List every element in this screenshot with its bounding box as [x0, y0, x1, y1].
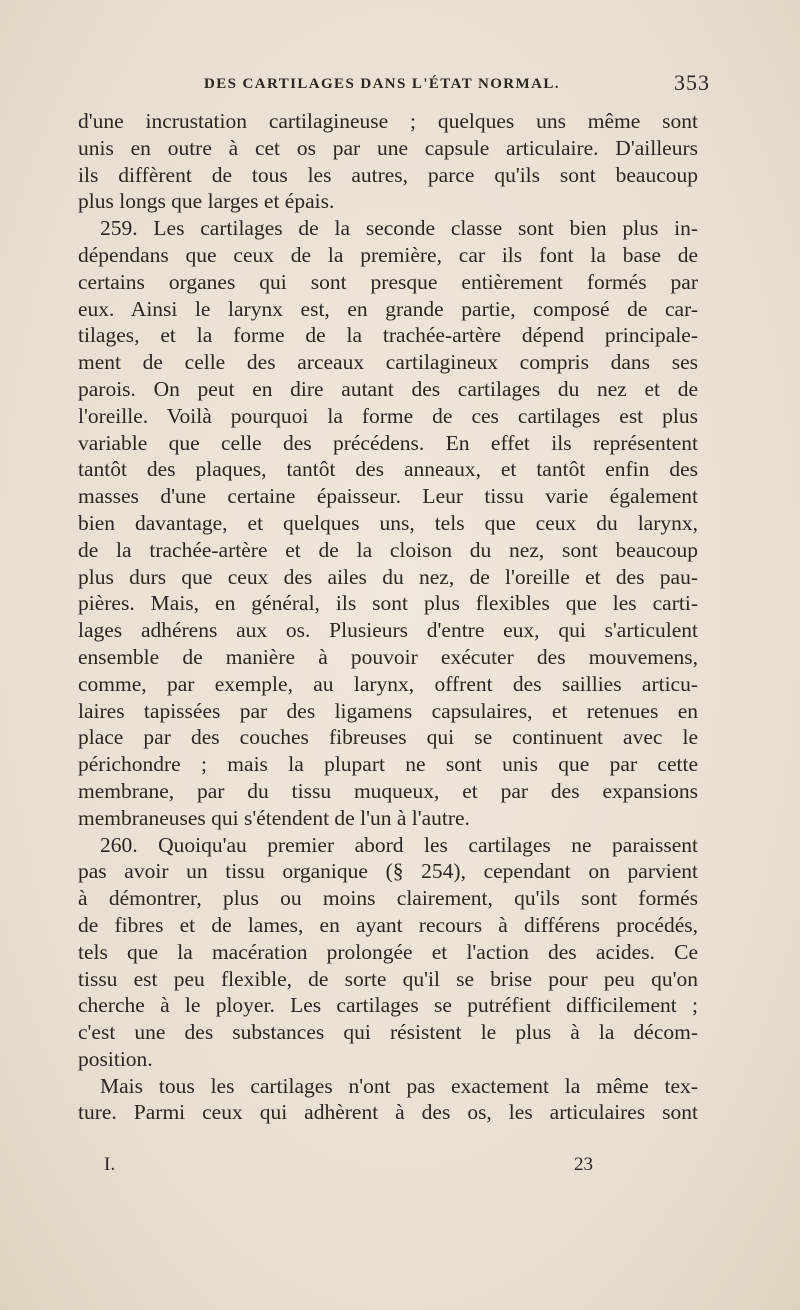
text-line: lages adhérens aux os. Plusieurs d'entre eux, qui s'articulent	[78, 618, 698, 643]
text-line: variable que celle des précédens. En effet ils représentent	[78, 430, 698, 455]
text-line: périchondre ; mais la plupart ne sont unis que par cette	[78, 752, 698, 777]
text-line: unis en outre à cet os par une capsule articulaire. D'ailleurs	[78, 135, 698, 160]
text-line: plus durs que ceux des ailes du nez, de l'oreille et des pau-	[78, 564, 698, 589]
text-line: ture. Parmi ceux qui adhèrent à des os, les articulaires sont	[78, 1100, 698, 1125]
text-line: parois. On peut en dire autant des cartilages du nez et de	[78, 376, 698, 401]
text-line: ment de celle des arceaux cartilagineux compris dans ses	[78, 350, 698, 375]
text-line: eux. Ainsi le larynx est, en grande partie, composé de car-	[78, 296, 698, 321]
text-line: laires tapissées par des ligamens capsulaires, et retenues en	[78, 698, 698, 723]
signature-mark: I.	[104, 1154, 116, 1175]
page-header	[78, 70, 710, 104]
text-line: à démontrer, plus ou moins clairement, qu'ils sont formés	[78, 886, 698, 911]
signature-number: 23	[574, 1154, 593, 1175]
page-number: 353	[674, 70, 710, 95]
text-line: tissu est peu flexible, de sorte qu'il se brise pour peu qu'on	[78, 966, 698, 991]
running-head: DES CARTILAGES DANS L'ÉTAT NORMAL.	[204, 76, 560, 92]
text-line: certains organes qui sont presque entièrement formés par	[78, 269, 698, 294]
text-line: position.	[78, 1046, 153, 1071]
text-line: comme, par exemple, au larynx, offrent des saillies articu-	[78, 671, 698, 696]
text-line: tantôt des plaques, tantôt des anneaux, et tantôt enfin des	[78, 457, 698, 482]
text-line: membraneuses qui s'étendent de l'un à l'autre.	[78, 805, 470, 830]
text-line: ensemble de manière à pouvoir exécuter des mouvemens,	[78, 644, 698, 669]
text-line: bien davantage, et quelques uns, tels que ceux du larynx,	[78, 510, 698, 535]
text-line: tilages, et la forme de la trachée-artère dépend principale-	[78, 323, 698, 348]
text-line: membrane, par du tissu muqueux, et par des expansions	[78, 778, 698, 803]
text-line: c'est une des substances qui résistent le plus à la décom-	[78, 1020, 698, 1045]
text-line: de la trachée-artère et de la cloison du nez, sont beaucoup	[78, 537, 698, 562]
text-line: cherche à le ployer. Les cartilages se putréfient difficilement ;	[78, 993, 698, 1018]
text-line: tels que la macération prolongée et l'action des acides. Ce	[78, 939, 698, 964]
text-line: Mais tous les cartilages n'ont pas exactement la même tex-	[100, 1073, 698, 1098]
text-line: plus longs que larges et épais.	[78, 189, 335, 214]
text-line: place par des couches fibreuses qui se continuent avec le	[78, 725, 698, 750]
text-line: pières. Mais, en général, ils sont plus flexibles que les carti-	[78, 591, 698, 616]
text-line: d'une incrustation cartilagineuse ; quelques uns même sont	[78, 109, 698, 133]
text-line: ils diffèrent de tous les autres, parce qu'ils sont beaucoup	[78, 162, 698, 187]
body-text	[78, 108, 698, 1126]
text-line: masses d'une certaine épaisseur. Leur tissu varie également	[78, 484, 698, 509]
text-line: dépendans que ceux de la première, car ils font la base de	[78, 242, 698, 267]
page-footer	[104, 1154, 604, 1180]
text-line: 260. Quoiqu'au premier abord les cartilages ne paraissent	[100, 832, 698, 857]
text-line: 259. Les cartilages de la seconde classe sont bien plus in-	[100, 216, 698, 241]
text-line: pas avoir un tissu organique (§ 254), cependant on parvient	[78, 859, 698, 884]
text-line: de fibres et de lames, en ayant recours à différens procédés,	[78, 912, 698, 937]
text-line: l'oreille. Voilà pourquoi la forme de ces cartilages est plus	[78, 403, 698, 428]
